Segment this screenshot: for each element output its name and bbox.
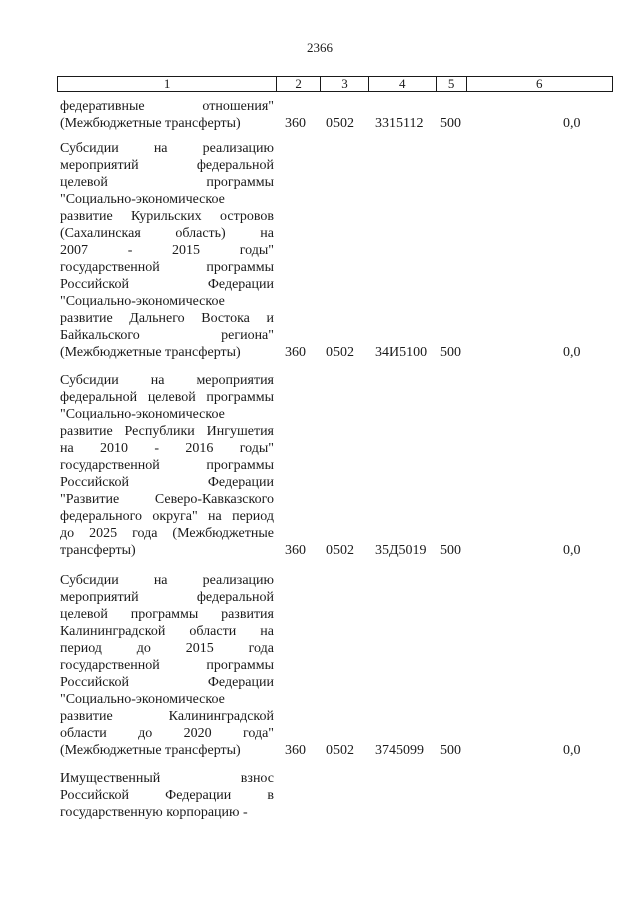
row-col3-value: 0502 bbox=[326, 543, 354, 558]
description-line: 2007 - 2015 годы" bbox=[60, 243, 274, 258]
description-line: "Социально-экономическое bbox=[60, 192, 225, 207]
header-col-3: 3 bbox=[321, 77, 369, 91]
row-col5-value: 500 bbox=[440, 543, 461, 558]
header-col-2: 2 bbox=[277, 77, 321, 91]
description-line: области до 2020 года" bbox=[60, 726, 274, 741]
description-line: (Сахалинская область) на bbox=[60, 226, 274, 241]
row-col3-value: 0502 bbox=[326, 116, 354, 131]
row-description bbox=[60, 770, 274, 821]
description-line: государственной программы bbox=[60, 260, 274, 275]
description-line: Субсидии на реализацию bbox=[60, 141, 274, 156]
description-line: "Социально-экономическое bbox=[60, 407, 225, 422]
page-number: 2366 bbox=[307, 40, 333, 55]
description-line: Российской Федерации bbox=[60, 277, 274, 292]
description-line: до 2025 года (Межбюджетные bbox=[60, 526, 274, 541]
row-col2-value: 360 bbox=[285, 345, 306, 360]
description-line: целевой программы bbox=[60, 175, 274, 190]
description-line: развитие Дальнего Востока и bbox=[60, 311, 274, 326]
row-description bbox=[60, 140, 274, 361]
row-col6-value: 0,0 bbox=[563, 345, 581, 360]
description-line: развитие Калининградской bbox=[60, 709, 274, 724]
description-line: развитие Курильских островов bbox=[60, 209, 274, 224]
description-line: "Социально-экономическое bbox=[60, 294, 225, 309]
description-line: государственную корпорацию - bbox=[60, 805, 248, 820]
description-line: целевой программы развития bbox=[60, 607, 274, 622]
header-col-6: 6 bbox=[536, 76, 543, 91]
row-description bbox=[60, 572, 274, 759]
description-line: государственной программы bbox=[60, 458, 274, 473]
description-line: государственной программы bbox=[60, 658, 274, 673]
row-col5-value: 500 bbox=[440, 743, 461, 758]
row-col6-value: 0,0 bbox=[563, 116, 581, 131]
row-col5-value: 500 bbox=[440, 116, 461, 131]
description-line: федерального округа" на период bbox=[60, 509, 274, 524]
table-header-row bbox=[57, 76, 613, 92]
description-line: (Межбюджетные трансферты) bbox=[60, 116, 241, 131]
row-col6-value: 0,0 bbox=[563, 743, 581, 758]
description-line: Российской Федерации bbox=[60, 475, 274, 490]
row-col4-value: 35Д5019 bbox=[375, 543, 427, 558]
description-line: мероприятий федеральной bbox=[60, 590, 274, 605]
header-col-4: 4 bbox=[369, 77, 437, 91]
description-line: Субсидии на мероприятия bbox=[60, 373, 274, 388]
row-col2-value: 360 bbox=[285, 116, 306, 131]
description-line: трансферты) bbox=[60, 543, 136, 558]
row-col2-value: 360 bbox=[285, 743, 306, 758]
description-line: (Межбюджетные трансферты) bbox=[60, 345, 241, 360]
description-line: Российской Федерации в bbox=[60, 788, 274, 803]
row-col3-value: 0502 bbox=[326, 345, 354, 360]
row-description bbox=[60, 372, 274, 559]
row-description bbox=[60, 98, 274, 132]
description-line: период до 2015 года bbox=[60, 641, 274, 656]
description-line: Байкальского региона" bbox=[60, 328, 274, 343]
row-col4-value: 3745099 bbox=[375, 743, 424, 758]
description-line: мероприятий федеральной bbox=[60, 158, 274, 173]
description-line: (Межбюджетные трансферты) bbox=[60, 743, 241, 758]
description-line: федеративные отношения" bbox=[60, 99, 274, 114]
description-line: Имущественный взнос bbox=[60, 771, 274, 786]
header-col-1: 1 bbox=[58, 77, 277, 91]
row-col6-value: 0,0 bbox=[563, 543, 581, 558]
description-line: Российской Федерации bbox=[60, 675, 274, 690]
row-col2-value: 360 bbox=[285, 543, 306, 558]
description-line: "Развитие Северо-Кавказского bbox=[60, 492, 274, 507]
description-line: федеральной целевой программы bbox=[60, 390, 274, 405]
description-line: на 2010 - 2016 годы" bbox=[60, 441, 274, 456]
header-col-5: 5 bbox=[437, 77, 467, 91]
row-col3-value: 0502 bbox=[326, 743, 354, 758]
description-line: развитие Республики Ингушетия bbox=[60, 424, 274, 439]
description-line: Субсидии на реализацию bbox=[60, 573, 274, 588]
description-line: "Социально-экономическое bbox=[60, 692, 225, 707]
description-line: Калининградской области на bbox=[60, 624, 274, 639]
row-col4-value: 34И5100 bbox=[375, 345, 428, 360]
row-col5-value: 500 bbox=[440, 345, 461, 360]
row-col4-value: 3315112 bbox=[375, 116, 424, 131]
